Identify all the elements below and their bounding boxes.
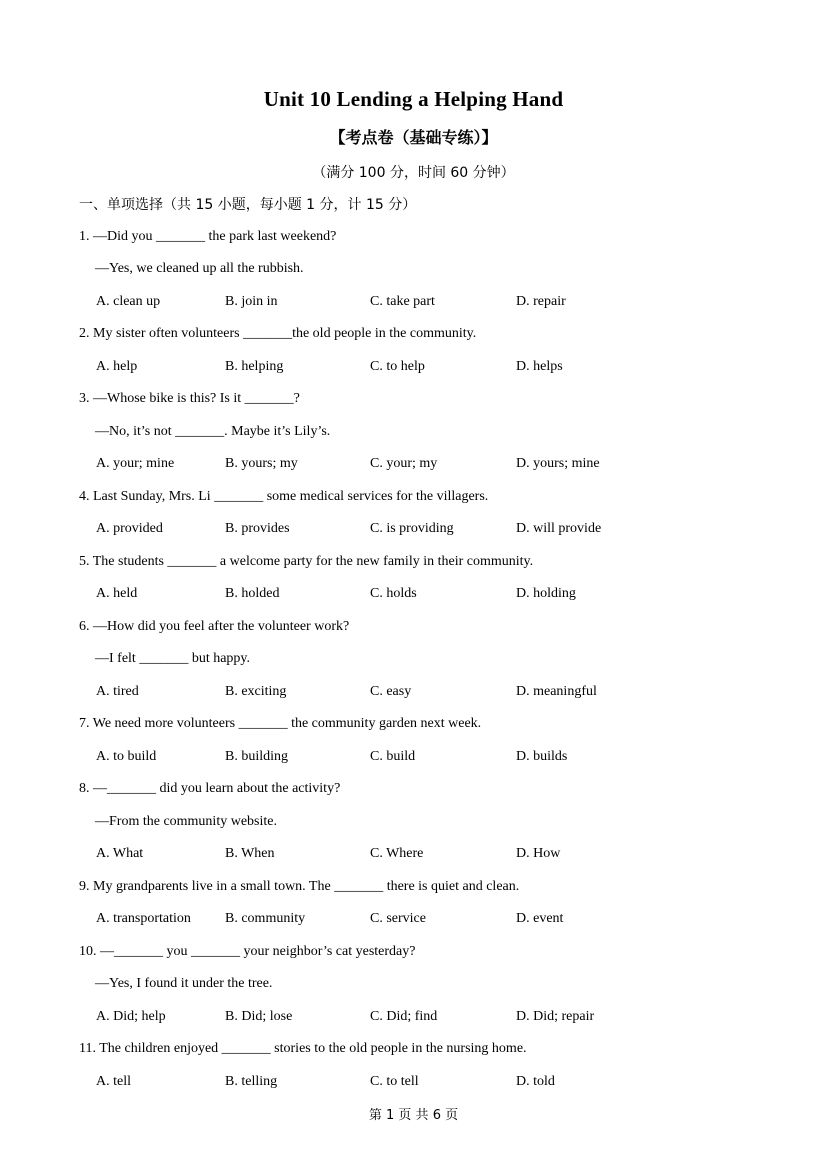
question-stem: 2. My sister often volunteers _______the old people in the community. (79, 326, 477, 341)
option-c: C. holds (370, 586, 417, 601)
question-stem: 6. —How did you feel after the volunteer work? (79, 619, 350, 634)
question-dialogue-line: —Yes, I found it under the tree. (95, 976, 273, 991)
section-heading: 一、单项选择（共 15 小题，每小题 1 分，计 15 分） (79, 197, 417, 213)
option-a: A. your; mine (96, 456, 175, 471)
option-b: B. join in (225, 294, 278, 309)
option-b: B. yours; my (225, 456, 298, 471)
question-dialogue-line: —No, it’s not _______. Maybe it’s Lily’s. (95, 424, 331, 439)
option-d: D. meaningful (516, 684, 597, 699)
option-d: D. yours; mine (516, 456, 600, 471)
option-a: A. to build (96, 749, 157, 764)
question-stem: 10. —_______ you _______ your neighbor’s cat yesterday? (79, 944, 416, 959)
option-b: B. community (225, 911, 306, 926)
option-a: A. held (96, 586, 138, 601)
option-c: C. to tell (370, 1074, 419, 1089)
question-stem: 1. —Did you _______ the park last weekend? (79, 229, 337, 244)
score-info: （满分 100 分，时间 60 分钟） (312, 165, 515, 181)
option-d: D. will provide (516, 521, 602, 536)
option-d: D. event (516, 911, 564, 926)
option-a: A. Did; help (96, 1009, 166, 1024)
question-stem: 4. Last Sunday, Mrs. Li _______ some medical services for the villagers. (79, 489, 489, 504)
option-b: B. holded (225, 586, 280, 601)
question-stem: 11. The children enjoyed _______ stories to the old people in the nursing home. (79, 1041, 527, 1056)
question-stem: 9. My grandparents live in a small town. The _______ there is quiet and clean. (79, 879, 520, 894)
option-c: C. easy (370, 684, 412, 699)
option-a: A. tired (96, 684, 139, 699)
page-title: Unit 10 Lending a Helping Hand (263, 87, 564, 111)
option-d: D. Did; repair (516, 1009, 595, 1024)
option-d: D. helps (516, 359, 563, 374)
page-footer: 第 1 页 共 6 页 (368, 1108, 459, 1123)
option-a: A. clean up (96, 294, 161, 309)
option-c: C. to help (370, 359, 425, 374)
option-c: C. take part (370, 294, 435, 309)
option-b: B. helping (225, 359, 284, 374)
option-d: D. builds (516, 749, 568, 764)
option-c: C. Where (370, 846, 424, 861)
option-b: B. provides (225, 521, 290, 536)
option-a: A. What (96, 846, 144, 861)
option-c: C. your; my (370, 456, 438, 471)
option-d: D. How (516, 846, 561, 861)
option-a: A. help (96, 359, 138, 374)
option-b: B. When (225, 846, 275, 861)
option-a: A. transportation (96, 911, 191, 926)
question-dialogue-line: —I felt _______ but happy. (95, 651, 251, 666)
question-dialogue-line: —Yes, we cleaned up all the rubbish. (95, 261, 304, 276)
option-b: B. exciting (225, 684, 287, 699)
option-b: B. Did; lose (225, 1009, 293, 1024)
question-stem: 5. The students _______ a welcome party for the new family in their community. (79, 554, 534, 569)
question-dialogue-line: —From the community website. (95, 814, 277, 829)
option-c: C. Did; find (370, 1009, 438, 1024)
question-stem: 3. —Whose bike is this? Is it _______? (79, 391, 300, 406)
option-a: A. provided (96, 521, 163, 536)
page-subtitle: 【考点卷（基础专练）】 (329, 128, 498, 147)
option-a: A. tell (96, 1074, 131, 1089)
question-stem: 8. —_______ did you learn about the activity? (79, 781, 341, 796)
option-c: C. is providing (370, 521, 454, 536)
option-d: D. repair (516, 294, 566, 309)
option-d: D. holding (516, 586, 576, 601)
option-c: C. service (370, 911, 426, 926)
question-stem: 7. We need more volunteers _______ the community garden next week. (79, 716, 482, 731)
option-d: D. told (516, 1074, 555, 1089)
option-b: B. telling (225, 1074, 278, 1089)
option-b: B. building (225, 749, 289, 764)
option-c: C. build (370, 749, 416, 764)
